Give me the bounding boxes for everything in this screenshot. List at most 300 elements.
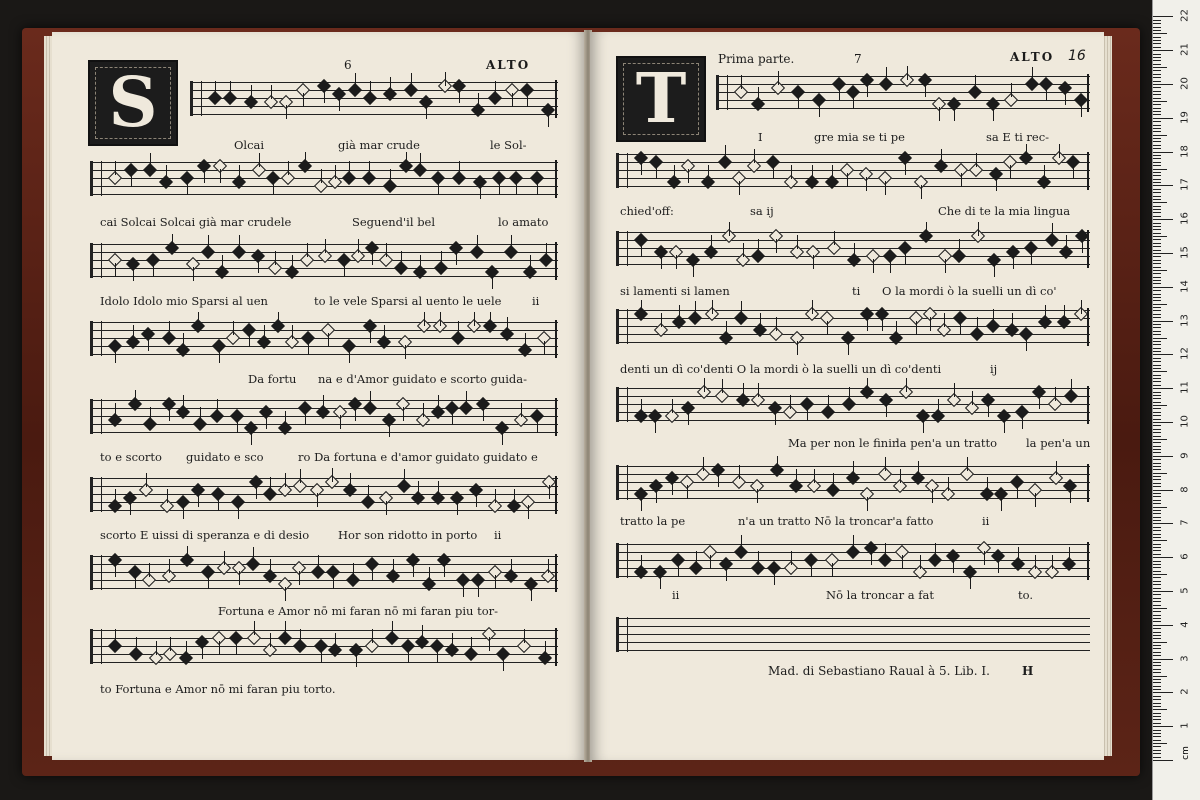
- ruler-tick: [1153, 686, 1161, 687]
- note-stem: [358, 239, 359, 253]
- ruler-tick: [1153, 30, 1161, 31]
- ruler-tick: [1153, 141, 1161, 142]
- note-stem: [1026, 144, 1027, 158]
- note-stem: [406, 152, 407, 166]
- note-stem: [333, 575, 334, 589]
- ruler-tick: [1153, 696, 1161, 697]
- note-stem: [537, 419, 538, 433]
- ruler-tick: [1153, 736, 1161, 737]
- note-stem: [548, 113, 549, 127]
- ruler-tick: [1153, 422, 1173, 423]
- right-voice-label: ALTO: [1010, 50, 1055, 64]
- music-staff: [616, 152, 1090, 190]
- ruler-label: 15: [1179, 246, 1191, 259]
- note-stem: [324, 89, 325, 103]
- note-stem: [672, 481, 673, 495]
- note-stem: [693, 263, 694, 277]
- note-stem: [1044, 165, 1045, 179]
- ruler-tick: [1153, 67, 1167, 68]
- measurement-ruler: [1152, 0, 1200, 800]
- note-stem: [386, 501, 387, 515]
- note-stem: [885, 181, 886, 195]
- note-stem: [998, 559, 999, 573]
- note-stem: [340, 415, 341, 429]
- note-stem: [1065, 91, 1066, 105]
- ruler-tick: [1153, 226, 1161, 227]
- note-stem: [458, 321, 459, 335]
- ruler-label: 4: [1179, 621, 1191, 628]
- ruler-tick: [1153, 145, 1161, 146]
- lyric: la pen'a un: [1026, 436, 1091, 450]
- note-stem: [502, 431, 503, 445]
- note-stem: [926, 222, 927, 236]
- music-staff: [616, 386, 1090, 424]
- ruler-tick: [1153, 726, 1173, 727]
- clef-mark: [90, 321, 102, 356]
- ruler-tick: [1153, 243, 1161, 244]
- note-stem: [215, 81, 216, 95]
- decorated-initial-t: T: [616, 56, 706, 142]
- note-stem: [404, 469, 405, 483]
- note-stem: [853, 95, 854, 109]
- ruler-tick: [1153, 250, 1161, 251]
- note-stem: [183, 395, 184, 409]
- music-staff: [90, 476, 558, 514]
- note-stem: [994, 263, 995, 277]
- music-staff: [190, 80, 558, 118]
- ruler-tick: [1153, 128, 1161, 129]
- note-stem: [135, 390, 136, 404]
- note-stem: [896, 321, 897, 335]
- note-stem: [923, 419, 924, 433]
- note-stem: [778, 71, 779, 85]
- ruler-tick: [1153, 263, 1161, 264]
- note-stem: [873, 259, 874, 273]
- note-stem: [641, 161, 642, 175]
- note-stem: [186, 641, 187, 655]
- ruler-tick: [1153, 314, 1161, 315]
- ruler-tick: [1153, 513, 1161, 514]
- ruler-tick: [1153, 344, 1161, 345]
- ruler-tick: [1153, 358, 1161, 359]
- barline: [555, 320, 557, 358]
- clef-mark: [716, 75, 728, 110]
- note-stem: [503, 657, 504, 671]
- note-stem: [1017, 485, 1018, 499]
- note-stem: [370, 391, 371, 405]
- ruler-tick: [1153, 398, 1161, 399]
- note-stem: [516, 181, 517, 195]
- ruler-tick: [1153, 202, 1167, 203]
- note-stem: [466, 391, 467, 405]
- ruler-tick: [1153, 267, 1161, 268]
- note-stem: [757, 489, 758, 503]
- ruler-tick: [1153, 611, 1161, 612]
- ruler-tick: [1153, 740, 1161, 741]
- note-stem: [688, 411, 689, 425]
- note-stem: [386, 243, 387, 257]
- ruler-tick: [1153, 730, 1161, 731]
- note-stem: [811, 563, 812, 577]
- note-stem: [478, 93, 479, 107]
- note-stem: [355, 407, 356, 421]
- note-stem: [776, 317, 777, 331]
- note-stem: [807, 407, 808, 421]
- lyric: to le vele Sparsi al uento le uele: [314, 294, 502, 308]
- ruler-tick: [1153, 473, 1167, 474]
- right-folio: 7: [854, 52, 862, 66]
- ruler-tick: [1153, 388, 1173, 389]
- lyric: ii: [532, 294, 540, 308]
- ruler-tick: [1153, 564, 1161, 565]
- note-stem: [356, 653, 357, 667]
- note-stem: [420, 255, 421, 269]
- ruler-tick: [1153, 135, 1167, 136]
- note-stem: [222, 255, 223, 269]
- ruler-tick: [1153, 290, 1161, 291]
- note-stem: [131, 173, 132, 187]
- ruler-tick: [1153, 632, 1161, 633]
- ruler-tick: [1153, 655, 1161, 656]
- ruler-tick: [1153, 87, 1161, 88]
- ruler-label: 16: [1179, 212, 1191, 226]
- note-stem: [187, 546, 188, 560]
- note-stem: [317, 493, 318, 507]
- note-stem: [1012, 313, 1013, 327]
- note-stem: [710, 555, 711, 569]
- note-stem: [169, 407, 170, 421]
- note-stem: [953, 559, 954, 573]
- lyric: na e d'Amor guidato e scorto guida-: [318, 372, 528, 386]
- note-stem: [641, 497, 642, 511]
- ruler-tick: [1153, 233, 1161, 234]
- ruler-tick: [1153, 577, 1161, 578]
- ruler-tick: [1153, 182, 1161, 183]
- ruler-tick: [1153, 537, 1161, 538]
- note-stem: [754, 149, 755, 163]
- ruler-tick: [1153, 165, 1161, 166]
- note-stem: [890, 259, 891, 273]
- note-stem: [528, 505, 529, 519]
- note-stem: [238, 505, 239, 519]
- ruler-tick: [1153, 33, 1167, 34]
- note-stem: [918, 461, 919, 475]
- ruler-tick: [1153, 550, 1161, 551]
- lyric: ii: [672, 588, 680, 602]
- ruler-tick: [1153, 520, 1161, 521]
- note-stem: [183, 505, 184, 519]
- note-stem: [984, 551, 985, 565]
- note-stem: [133, 325, 134, 339]
- note-stem: [1035, 555, 1036, 569]
- ruler-tick: [1153, 365, 1161, 366]
- note-stem: [259, 153, 260, 167]
- note-stem: [867, 317, 868, 331]
- note-stem: [978, 222, 979, 236]
- lyric: le Sol-: [490, 138, 527, 152]
- note-stem: [299, 571, 300, 585]
- note-stem: [758, 87, 759, 101]
- note-stem: [251, 85, 252, 99]
- ruler-tick: [1153, 179, 1161, 180]
- note-stem: [115, 349, 116, 363]
- note-stem: [1026, 337, 1027, 351]
- note-stem: [1081, 300, 1082, 314]
- note-stem: [791, 551, 792, 565]
- note-stem: [456, 251, 457, 265]
- music-staff: [90, 160, 558, 198]
- note-stem: [729, 222, 730, 236]
- note-stem: [776, 239, 777, 253]
- note-stem: [798, 95, 799, 109]
- note-stem: [390, 169, 391, 183]
- lyric: Seguend'il bel: [352, 215, 436, 229]
- note-stem: [172, 234, 173, 248]
- lyric: scorto E uissi di speranza e di desio: [100, 528, 310, 542]
- ruler-label: 14: [1179, 279, 1191, 293]
- note-stem: [202, 645, 203, 659]
- note-stem: [495, 81, 496, 95]
- ruler-tick: [1153, 483, 1161, 484]
- ruler-label: 8: [1179, 485, 1191, 493]
- music-staff: [716, 74, 1090, 112]
- note-stem: [300, 629, 301, 643]
- note-stem: [696, 551, 697, 565]
- note-stem: [150, 153, 151, 167]
- note-stem: [641, 243, 642, 257]
- ruler-tick: [1153, 662, 1161, 663]
- left-page: [52, 32, 586, 760]
- ruler-tick: [1153, 503, 1161, 504]
- note-stem: [285, 621, 286, 635]
- note-stem: [832, 165, 833, 179]
- ruler-tick: [1153, 152, 1173, 153]
- ruler-tick: [1153, 40, 1161, 41]
- left-folio: 6: [344, 58, 352, 72]
- note-stem: [146, 473, 147, 487]
- clef-mark: [616, 387, 628, 422]
- ruler-tick: [1153, 108, 1161, 109]
- clef-mark: [616, 231, 628, 266]
- ruler-tick: [1153, 20, 1161, 21]
- ruler-label: 6: [1179, 553, 1191, 560]
- music-staff: [90, 242, 558, 280]
- ruler-tick: [1153, 750, 1161, 751]
- ruler-tick: [1153, 304, 1167, 305]
- lyric: lo amato: [498, 215, 549, 229]
- ruler-tick: [1153, 561, 1161, 562]
- lyric: Idolo Idolo mio Sparsi al uen: [100, 294, 268, 308]
- note-stem: [218, 497, 219, 511]
- note-stem: [208, 235, 209, 249]
- note-stem: [712, 300, 713, 314]
- note-stem: [1059, 144, 1060, 158]
- lyric: Ma per non le finir: [788, 436, 898, 450]
- note-stem: [328, 333, 329, 347]
- ruler-tick: [1153, 618, 1161, 619]
- ruler-tick: [1153, 659, 1173, 660]
- ruler-tick: [1153, 155, 1161, 156]
- note-stem: [1070, 489, 1071, 503]
- ruler-tick: [1153, 260, 1161, 261]
- ruler-tick: [1153, 348, 1161, 349]
- note-stem: [791, 165, 792, 179]
- ruler-label: 1: [1179, 722, 1191, 729]
- note-stem: [115, 629, 116, 643]
- note-stem: [718, 473, 719, 487]
- note-stem: [1010, 165, 1011, 179]
- clef-mark: [90, 161, 102, 196]
- note-stem: [853, 535, 854, 549]
- note-stem: [935, 543, 936, 557]
- clef-mark: [616, 153, 628, 188]
- ruler-tick: [1153, 307, 1161, 308]
- note-stem: [511, 235, 512, 249]
- note-stem: [797, 341, 798, 355]
- ruler-tick: [1153, 419, 1161, 420]
- note-stem: [418, 481, 419, 495]
- note-stem: [239, 165, 240, 179]
- note-stem: [148, 337, 149, 351]
- note-stem: [527, 93, 528, 107]
- note-stem: [208, 575, 209, 589]
- ruler-tick: [1153, 402, 1161, 403]
- note-stem: [741, 535, 742, 549]
- note-stem: [230, 81, 231, 95]
- note-stem: [1004, 419, 1005, 433]
- note-stem: [743, 383, 744, 397]
- barline: [555, 242, 557, 280]
- ruler-tick: [1153, 523, 1173, 524]
- note-stem: [273, 181, 274, 195]
- clef-mark: [616, 617, 628, 652]
- ruler-tick: [1153, 253, 1173, 254]
- note-stem: [708, 165, 709, 179]
- note-stem: [477, 235, 478, 249]
- ruler-tick: [1153, 584, 1161, 585]
- ruler-tick: [1153, 490, 1173, 491]
- note-stem: [548, 559, 549, 573]
- note-stem: [656, 165, 657, 179]
- ruler-tick: [1153, 676, 1167, 677]
- note-stem: [369, 161, 370, 175]
- note-stem: [674, 165, 675, 179]
- ruler-tick: [1153, 733, 1161, 734]
- note-stem: [976, 153, 977, 167]
- ruler-tick: [1153, 206, 1161, 207]
- ruler-tick: [1153, 341, 1161, 342]
- note-stem: [1039, 395, 1040, 409]
- clef-mark: [90, 243, 102, 278]
- ruler-tick: [1153, 415, 1161, 416]
- note-stem: [193, 267, 194, 281]
- ruler-tick: [1153, 679, 1161, 680]
- ruler-tick: [1153, 625, 1173, 626]
- clef-mark: [90, 629, 102, 664]
- decorated-initial-s: S: [88, 60, 178, 146]
- ruler-tick: [1153, 591, 1173, 592]
- ruler-tick: [1153, 172, 1161, 173]
- ruler-tick: [1153, 175, 1161, 176]
- lyric: tratto la pe: [620, 514, 686, 528]
- ruler-label: 12: [1179, 347, 1191, 361]
- ruler-label: 9: [1179, 452, 1191, 459]
- note-stem: [867, 378, 868, 392]
- lyric: to e scorto: [100, 450, 162, 464]
- note-stem: [149, 563, 150, 577]
- music-staff: [616, 230, 1090, 268]
- ruler-tick: [1153, 621, 1161, 622]
- music-staff: [616, 308, 1090, 346]
- note-stem: [537, 181, 538, 195]
- note-stem: [1013, 255, 1014, 269]
- note-stem: [423, 403, 424, 417]
- note-stem: [1032, 67, 1033, 81]
- ruler-tick: [1153, 605, 1161, 606]
- barline: [555, 160, 557, 198]
- note-stem: [524, 629, 525, 643]
- note-stem: [254, 621, 255, 635]
- note-stem: [867, 497, 868, 511]
- ruler-tick: [1153, 280, 1161, 281]
- note-stem: [135, 575, 136, 589]
- ruler-tick: [1153, 338, 1167, 339]
- ruler-tick: [1153, 43, 1161, 44]
- ruler-tick: [1153, 642, 1167, 643]
- music-staff: [90, 554, 558, 592]
- music-staff: [90, 628, 558, 666]
- lyric: già mar crude: [338, 138, 420, 152]
- ruler-tick: [1153, 64, 1161, 65]
- note-stem: [972, 391, 973, 405]
- note-stem: [408, 649, 409, 663]
- note-stem: [1082, 239, 1083, 253]
- note-stem: [814, 469, 815, 483]
- clef-mark: [90, 477, 102, 512]
- note-stem: [514, 489, 515, 503]
- ruler-tick: [1153, 216, 1161, 217]
- note-stem: [871, 551, 872, 565]
- ruler-tick: [1153, 746, 1161, 747]
- ruler-tick: [1153, 588, 1161, 589]
- note-stem: [476, 493, 477, 507]
- ruler-tick: [1153, 196, 1161, 197]
- note-stem: [676, 255, 677, 269]
- ruler-tick: [1153, 703, 1161, 704]
- lyric: ro Da fortuna e d'amor guidato guidato e: [298, 450, 538, 464]
- ruler-tick: [1153, 283, 1161, 284]
- ruler-tick: [1153, 635, 1161, 636]
- note-stem: [813, 255, 814, 269]
- ruler-tick: [1153, 534, 1161, 535]
- note-stem: [938, 399, 939, 413]
- note-stem: [758, 551, 759, 565]
- barline: [1087, 542, 1089, 580]
- note-stem: [285, 587, 286, 601]
- note-stem: [854, 243, 855, 257]
- ruler-tick: [1153, 60, 1161, 61]
- ruler-tick: [1153, 757, 1161, 758]
- note-stem: [339, 97, 340, 111]
- note-stem: [169, 559, 170, 573]
- ruler-tick: [1153, 507, 1167, 508]
- note-stem: [925, 83, 926, 97]
- note-stem: [954, 107, 955, 121]
- ruler-tick: [1153, 47, 1161, 48]
- note-stem: [1031, 251, 1032, 265]
- note-stem: [370, 81, 371, 95]
- note-stem: [480, 185, 481, 199]
